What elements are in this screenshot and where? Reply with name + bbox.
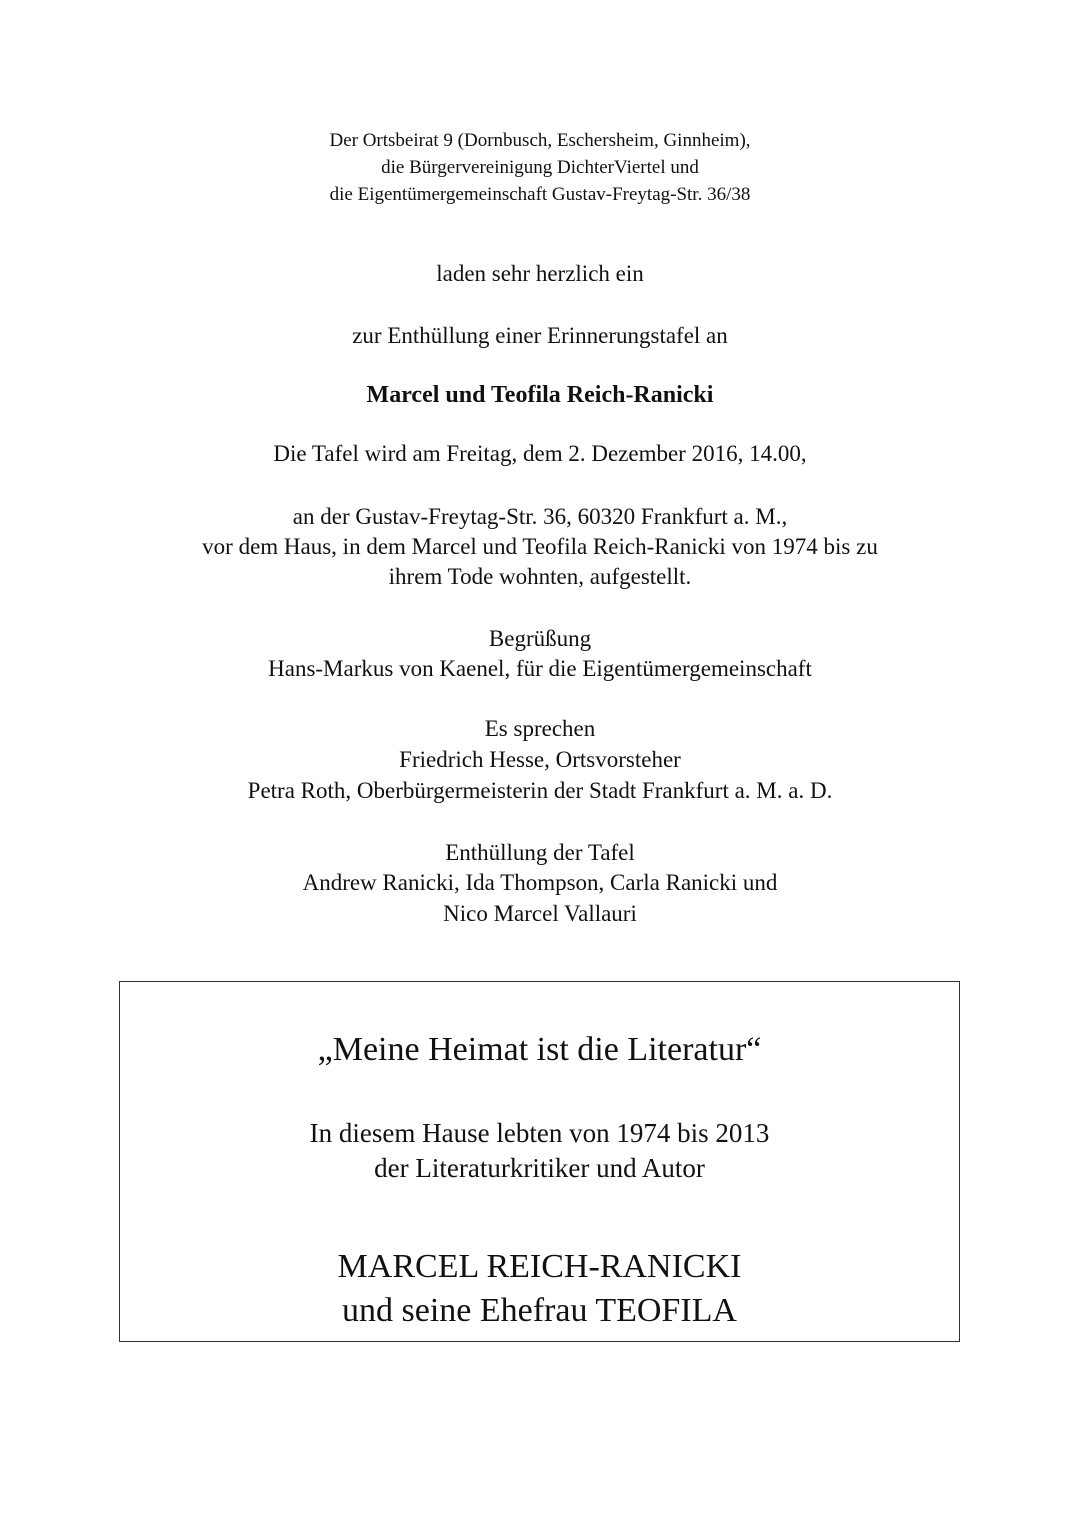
date-line: Die Tafel wird am Freitag, dem 2. Dezember 2016, 14.00, (273, 441, 807, 466)
speaker-1: Friedrich Hesse, Ortsvorsteher (399, 747, 681, 772)
organizer-line-3: die Eigentümergemeinschaft Gustav-Freytag-Str. 36/38 (329, 184, 751, 205)
location-line-1: an der Gustav-Freytag-Str. 36, 60320 Frankfurt a. M., (292, 504, 788, 529)
plaque-text-line-1: In diesem Hause lebten von 1974 bis 2013 (309, 1118, 770, 1148)
plaque-box (119, 981, 960, 1342)
location-line-3: ihrem Tode wohnten, aufgestellt. (388, 564, 692, 589)
honorees-heading: Marcel und Teofila Reich-Ranicki (366, 382, 714, 408)
plaque-name-line-1: MARCEL REICH-RANICKI (337, 1248, 742, 1285)
unveilers-line-1: Andrew Ranicki, Ida Thompson, Carla Ranicki und (302, 870, 778, 895)
greeting-title: Begrüßung (488, 626, 592, 651)
plaque-name-line-2: und seine Ehefrau TEOFILA (342, 1292, 737, 1329)
greeting-speaker: Hans-Markus von Kaenel, für die Eigentümergemeinschaft (268, 656, 812, 681)
speaker-2: Petra Roth, Oberbürgermeisterin der Stadt Frankfurt a. M. a. D. (247, 778, 833, 803)
unveilers-line-2: Nico Marcel Vallauri (443, 901, 637, 926)
invitation-line: laden sehr herzlich ein (436, 261, 644, 286)
plaque-text-line-2: der Literaturkritiker und Autor (374, 1153, 705, 1183)
organizer-line-1: Der Ortsbeirat 9 (Dornbusch, Eschersheim, Ginnheim), (329, 130, 751, 151)
organizer-line-2: die Bürgervereinigung DichterViertel und (381, 157, 699, 178)
location-line-2: vor dem Haus, in dem Marcel und Teofila Reich-Ranicki von 1974 bis zu (202, 534, 878, 559)
unveiling-title: Enthüllung der Tafel (445, 840, 635, 865)
plaque-quote: „Meine Heimat ist die Literatur“ (317, 1031, 762, 1068)
unveiling-intro-line: zur Enthüllung einer Erinnerungstafel an (352, 323, 728, 348)
speeches-title: Es sprechen (484, 716, 596, 741)
